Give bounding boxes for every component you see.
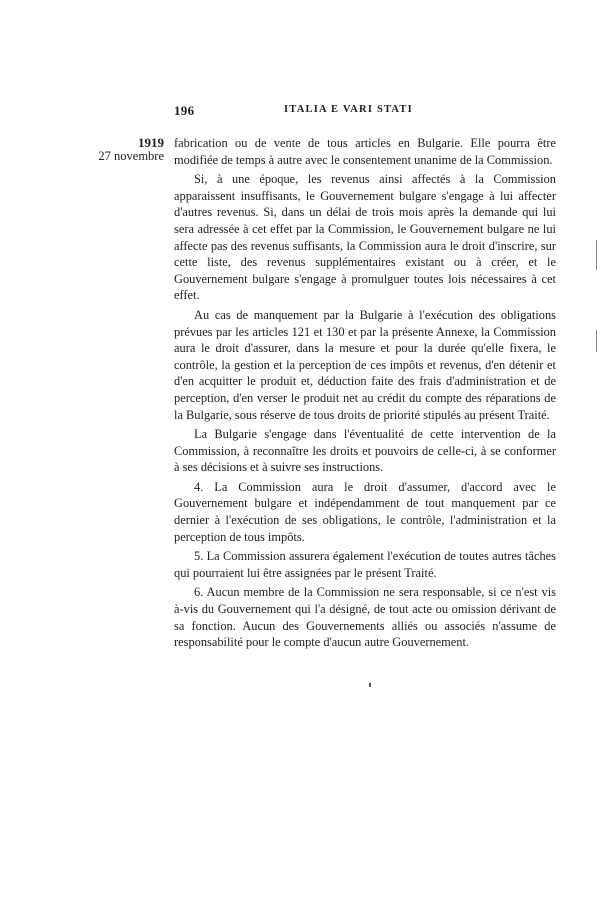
paragraph-article-4: 4. La Commission aura le droit d'assumer, d'accord avec le Gouvernement bulgare et indépendamment de tout manquement par ce dernier à l'exécution de ses obligations, le contrôle, l'administration et la perception de tous impôts. — [174, 479, 556, 544]
paragraph-article-5: 5. La Commission assurera également l'exécution de toutes autres tâches qui pourraient lui être assignées par le présent Traité. — [174, 549, 556, 580]
paragraph-continuation: fabrication ou de vente de tous articles en Bulgarie. Elle pourra être modifiée de temps à autre avec le consentement unanime de la Commission. — [174, 136, 556, 167]
page-number: 196 — [174, 103, 195, 118]
paragraph-article-6: 6. Aucun membre de la Commission ne sera responsable, si ce n'est vis à-vis du Gouvernement qui l'a désigné, de tout acte ou omission dérivant de sa fonction. Aucun des Gouvernements alliés ou associés n'assume de responsabilité pour le compte d'aucun autre Gouvernement. — [174, 585, 556, 650]
margin-date-note — [80, 136, 164, 163]
body-text — [174, 135, 556, 651]
stray-ink-mark — [369, 683, 371, 687]
edge-scan-mark — [596, 240, 597, 270]
paragraph-default-control: Au cas de manquement par la Bulgarie à l'exécution des obligations prévues par les articles 121 et 130 et par la présente Annexe, la Commission aura le droit d'assurer, dans la mesure et pour la durée qu'elle fixera, le contrôle, la gestion et la perception de ces impôts et revenus, d'en détenir et d'en acquitter le produit et, déduction faite des frais d'administration et de perception, d'en verser le produit net au crédit du compte des réparations de la Bulgarie, sous réserve de tous droits de priorité stipulés au présent Traité. — [174, 307, 556, 422]
page-header — [174, 103, 556, 121]
paragraph-insufficient-revenues: Si, à une époque, les revenus ainsi affectés à la Commission apparaissent insuffisants, le Gouvernement bulgare s'engage à lui affecter d'autres revenus. Si, dans un délai de trois mois après la demande qui lui sera adressée à cet effet par la Commission, le Gouvernement bulgare ne lui affecte pas des revenus suffisants, la Commission aura le droit d'inscrire, sur cette liste, des revenus supplémentaires existant ou à créer, et le Gouvernement bulgare s'engage à promulguer toutes lois nécessaires à cet effet. — [174, 172, 556, 303]
running-title: ITALIA E VARI STATI — [284, 104, 413, 115]
paragraph-bulgaria-undertaking: La Bulgarie s'engage dans l'éventualité de cette intervention de la Commission, à reconnaître les droits et pouvoirs de celle-ci, à se conformer à ses décisions et à suivre ses instructions. — [174, 427, 556, 475]
margin-year: 1919 — [138, 135, 164, 150]
margin-date: 27 novembre — [98, 148, 164, 163]
edge-scan-mark — [596, 330, 597, 352]
